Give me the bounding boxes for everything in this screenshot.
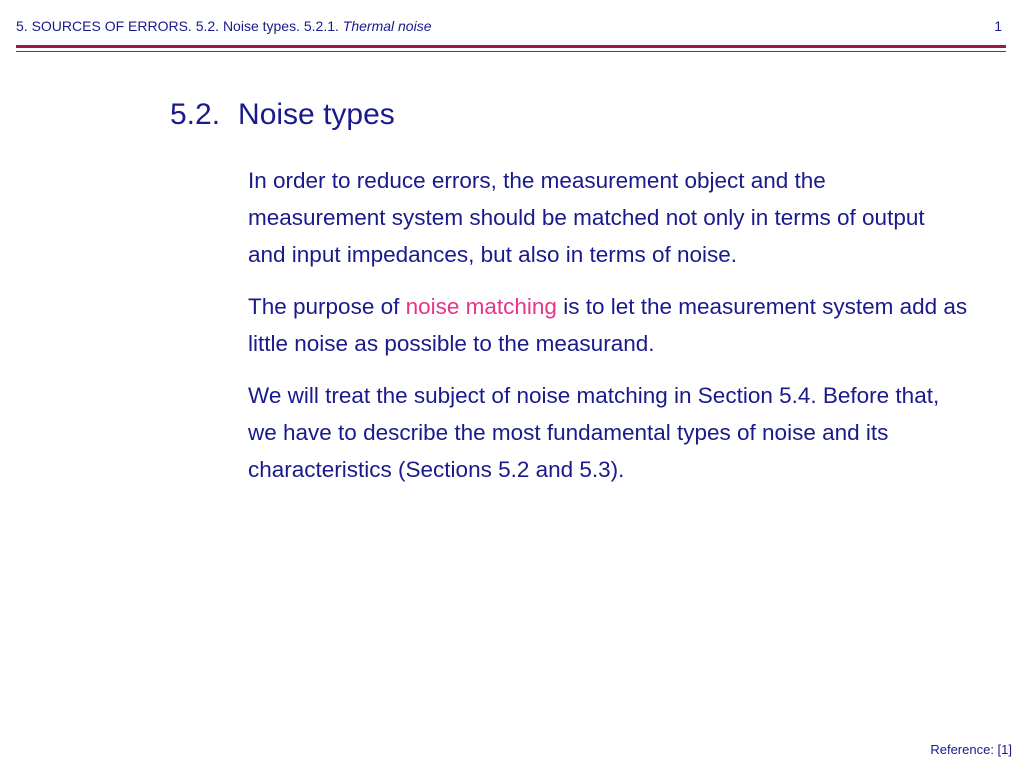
header-rule-thin <box>16 51 1006 52</box>
header-rule-thick <box>16 45 1006 48</box>
header-subsection-title: Thermal noise <box>342 18 432 34</box>
section-number: 5.2. <box>170 98 221 131</box>
reference-note: Reference: [1] <box>930 742 1012 757</box>
paragraph-2-end: is to let the measurement system add as little noise as possible to the measurand. <box>248 294 968 356</box>
paragraph-1: In order to reduce errors, the measurement object and the measurement system should be matched not only in terms of output and input impedances, but also in terms of noise. <box>248 168 925 267</box>
paragraph-2 <box>248 288 968 362</box>
header-breadcrumb: 5. SOURCES OF ERRORS. 5.2. Noise types. 5.2.1. <box>16 18 343 34</box>
paragraph-2-start: The purpose of <box>248 294 406 319</box>
running-header <box>16 18 431 34</box>
page-number: 1 <box>994 18 1002 34</box>
section-heading <box>170 98 395 132</box>
section-title: Noise types <box>238 98 395 131</box>
highlighted-term: noise matching <box>405 294 557 319</box>
paragraph-3: We will treat the subject of noise matching in Section 5.4. Before that, we have to describe the most fundamental types of noise and its characteristics (Sections 5.2 and 5.3). <box>248 383 940 482</box>
body-text <box>248 162 968 503</box>
